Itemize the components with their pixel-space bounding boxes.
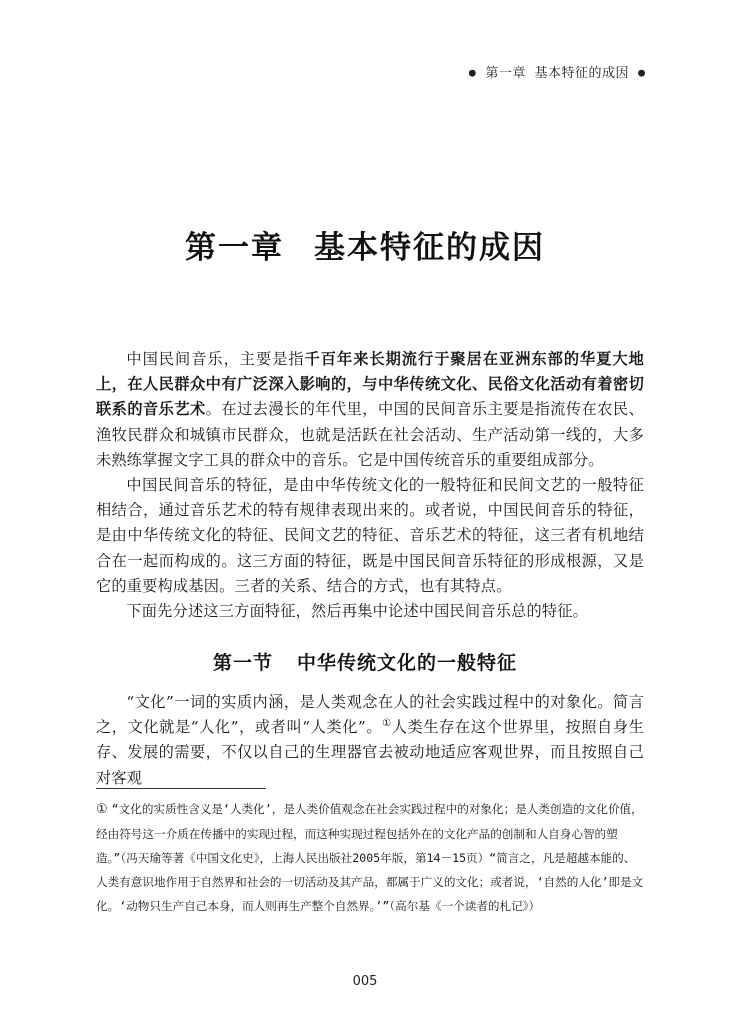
intro-paragraph-2: 中国民间音乐的特征，是由中华传统文化的一般特征和民间文艺的一般特征相结合，通过音乐艺术的特有规律表现出来的。或者说，中国民间音乐的特征，是由中华传统文化的特征、民间文艺的特征、音乐艺术的特征，这三者有机地结合在一起而构成的。这三方面的特征，既是中国民间音乐特征的形成根源，又是它的重要构成基因。三者的关系、结合的方式，也有其特点。 [96, 476, 644, 595]
intro-bold-definition: 千百年来长期流行于聚居在亚洲东部的华夏大地上，在人民群众中有广泛深入影响的，与中华传统文化、民俗文化活动有着密切联系的音乐艺术 [96, 350, 645, 419]
chapter-number: 第一章 [185, 230, 284, 266]
running-header-title: 基本特征的成因 [534, 66, 629, 81]
section-number: 第一节 [212, 652, 273, 674]
footnote-text: “文化的实质性含义是‘人类化’，是人类价值观念在社会实践过程中的对象化；是人类创造的文化价值，经由符号这一介质在传播中的实现过程，而这种实现过程包括外在的文化产品的创制和人自身心智的塑造。”（冯天瑜等著《中国文化史》，上海人民出版社2005年版，第14－15页）“简言之，凡是超越本能的、人类有意识地作用于自然界和社会的一切活动及其产品，都属于广义的文化；或者说，‘自然的人化’即是文化。‘动物只生产自己本身，而人则再生产整个自然界。’”（高尔基《一个读者的札记》） [96, 802, 644, 913]
chapter-name: 基本特征的成因 [314, 230, 545, 266]
section-paragraph-1: “文化”一词的实质内涵，是人类观念在人的社会实践过程中的对象化。简言之，文化就是“人化”，或者叫“人类化”。①人类生存在这个世界里，按照自身生存、发展的需要，不仅以自己的生理器官去被动地适应客观世界，而且按照自己对客观 [96, 693, 645, 787]
footnote-reference[interactable]: ① [382, 718, 392, 730]
intro-text [96, 347, 644, 624]
intro-paragraph-3: 下面先分述这三方面特征，然后再集中论述中国民间音乐总的特征。 [126, 602, 589, 621]
chapter-title [0, 222, 730, 267]
bullet-left-icon: ● [468, 68, 477, 79]
section-title [0, 648, 730, 675]
footnote-divider [96, 788, 266, 789]
running-header-chapter: 第一章 [485, 66, 526, 81]
footnote-mark: ① [96, 802, 108, 817]
footnote [96, 797, 644, 918]
intro-paragraph-1: 中国民间音乐，主要是指千百年来长期流行于聚居在亚洲东部的华夏大地上，在人民群众中有广泛深入影响的，与中华传统文化、民俗文化活动有着密切联系的音乐艺术。在过去漫长的年代里，中国的民间音乐主要是指流传在农民、渔牧民群众和城镇市民群众，也就是活跃在社会活动、生产活动第一线的，大多未熟练掌握文字工具的群众中的音乐。它是中国传统音乐的重要组成部分。 [96, 350, 645, 469]
section-text [96, 690, 644, 791]
page-number: 005 [352, 974, 378, 989]
bullet-right-icon: ● [637, 68, 646, 79]
running-header [468, 62, 646, 81]
section-name: 中华传统文化的一般特征 [297, 652, 518, 674]
